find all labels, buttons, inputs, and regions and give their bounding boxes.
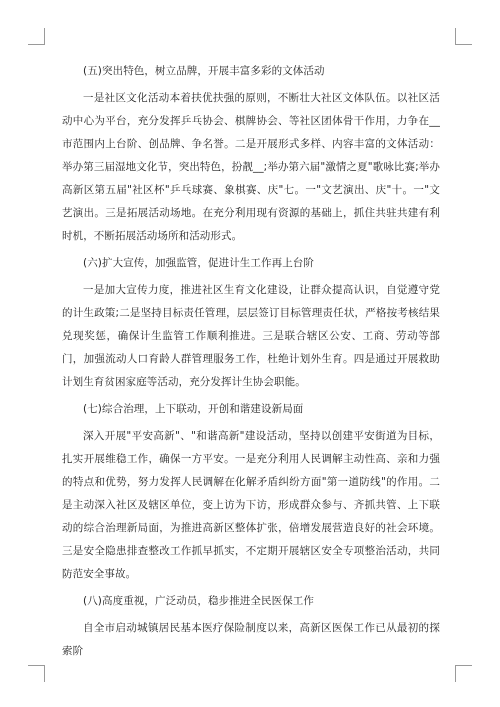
body-paragraph: 深入开展"平安高新"、"和谐高新"建设活动，坚持以创建平安街道为目标，扎实开展维稳工作，确保一方平安。一是充分利用人民调解主动性高、亲和力强的特点和优势，努力发挥人民调解在化解矛盾纠纷方面"第一道防线"的作用。二是主动深入社区及辖区单位，变上访为下访，形成群众参与、齐抓共管、上下联动的综合治理新局面，为推进高新区整体扩张，倍增发展营造良好的社会环境。三是安全隐患排查整改工作抓早抓实，不定期开展辖区安全专项整治活动，共同防范安全事故。 <box>62 430 440 580</box>
section-heading-7: (七)综合治理，上下联动，开创和谐建设新局面 <box>83 403 304 415</box>
section-heading-8: (八)高度重视，广泛动员，稳步推进全民医保工作 <box>83 595 314 607</box>
body-paragraph: 一是加大宣传力度，推进社区生育文化建设，让群众提高认识，自觉遵守党的计生政策;二是坚持目标责任管理，层层签订目标管理责任状，严格按考核结果兑现奖惩，确保计生监管工作顺利推进。三是联合辖区公安、工商、劳动等部门，加强流动人口育龄人群管理服务工作，杜绝计划外生育。四是通过开展救助计划生育贫困家庭等活动，充分发挥计生协会职能。 <box>62 284 440 388</box>
body-paragraph: 自全市启动城镇居民基本医疗保险制度以来，高新区医保工作已从最初的探索阶 <box>62 622 440 657</box>
document-body <box>62 60 440 667</box>
body-paragraph: 一是社区文化活动本着扶优扶强的原则，不断壮大社区文体队伍。以社区活动中心为平台，充分发挥乒乓协会、棋牌协会、等社区团体骨干作用，力争在__市范围内上台阶、创品牌、争名誉。二是开展形式多样、内容丰富的文体活动：举办第三届湿地文化节，突出特色，扮靓__;举办第六届"激情之夏"歌咏比赛;举办高新区第五届"社区杯"乒乓球赛、象棋赛、庆"七。一"文艺演出、庆"十。一"文艺演出。三是拓展活动场地。在充分利用现有资源的基础上，抓住共驻共建有利时机，不断拓展活动场所和活动形式。 <box>62 92 440 242</box>
section-heading-5: (五)突出特色，树立品牌，开展丰富多彩的文体活动 <box>83 65 325 77</box>
section-heading-6: (六)扩大宣传，加强监管，促进计生工作再上台阶 <box>83 257 314 269</box>
